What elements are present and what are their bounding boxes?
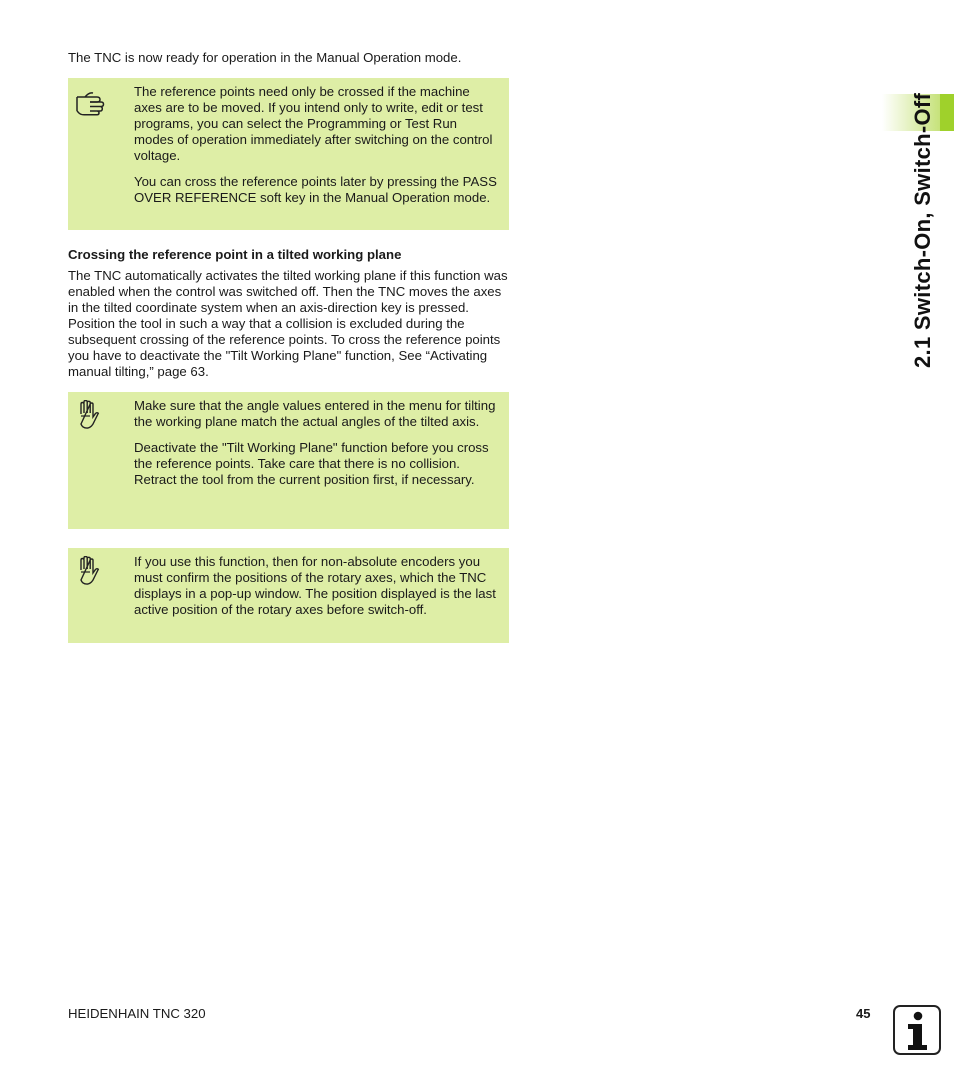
warning-box: [68, 548, 509, 643]
warning-box: [68, 392, 509, 529]
note-paragraph: You can cross the reference points later by pressing the PASS OVER REFERENCE soft key in the Manual Operation mode.: [134, 174, 497, 205]
section-heading: Crossing the reference point in a tilted working plane: [68, 247, 402, 262]
intro-text: The TNC is now ready for operation in the Manual Operation mode.: [68, 50, 462, 65]
pointing-hand-icon: [75, 86, 113, 116]
section-body: The TNC automatically activates the tilted working plane if this function was enabled when the control was switched off. Then the TNC moves the axes in the tilted coordinate system when an axis-direction key is pressed. Position the tool in such a way that a collision is excluded during the subsequent crossing of the reference points. To cross the reference points you have to deactivate the "Tilt Working Plane" function, See “Activating manual tilting,” page 63.: [68, 268, 508, 379]
warning-hand-icon: [75, 556, 113, 586]
warning-hand-icon: [75, 400, 113, 430]
info-icon: [893, 1005, 941, 1055]
note-paragraph: Make sure that the angle values entered in the menu for tilting the working plane match the actual angles of the tilted axis.: [134, 398, 496, 429]
footer-product: HEIDENHAIN TNC 320: [68, 1006, 206, 1021]
page-number: 45: [856, 1006, 871, 1021]
note-paragraph: The reference points need only be crossed if the machine axes are to be moved. If you intend only to write, edit or test programs, you can select the Programming or Test Run modes of operation immediately after switching on the control voltage.: [134, 84, 493, 163]
note-box: [68, 78, 509, 230]
section-title-vertical: 2.1 Switch-On, Switch-Off: [910, 92, 935, 368]
note-paragraph: If you use this function, then for non-absolute encoders you must confirm the positions of the rotary axes, which the TNC displays in a pop-up window. The position displayed is the last active position of the rotary axes before switch-off.: [134, 554, 496, 617]
note-paragraph: Deactivate the "Tilt Working Plane" function before you cross the reference points. Take care that there is no collision. Retract the tool from the current position first, if necessary.: [134, 440, 489, 487]
